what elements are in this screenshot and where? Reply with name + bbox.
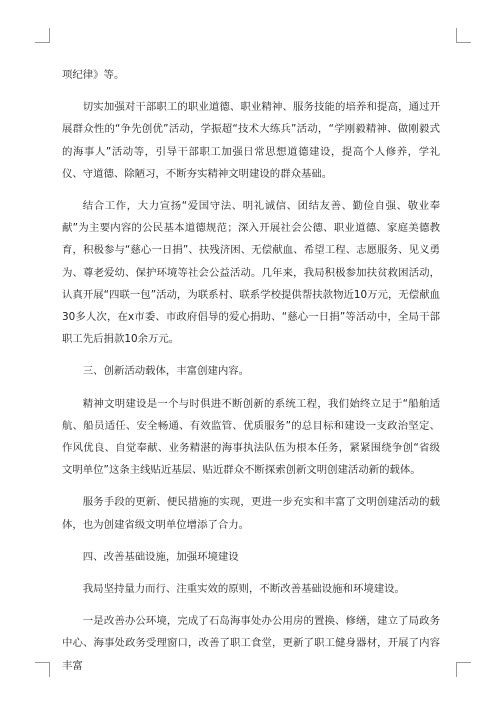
paragraph-continued: 项纪律》等。	[62, 69, 125, 81]
paragraph-public-morality: 结合工作，大力宣扬“爱国守法、明礼诚信、团结友善、勤俭自强、敬业奉献”为主要内容的公民基本道德规范；深入开展社会公德、职业道德、家庭美德教育，积极参与“慈心一日捐”、扶残济困、无偿献血、希望工程、志愿服务、见义勇为、尊老爱幼、保护环境等社会公益活动。几年来，我局积极参加扶贫救困活动，认真开展“四联一包”活动，为联系村、联系学校提供帮扶款物近10万元，无偿献血30多人次，在x市委、市政府倡导的爱心捐助、“慈心一日捐”等活动中，全局干部职工先后捐款10余万元。	[62, 200, 440, 346]
corner-crop-mark-top-left	[35, 28, 50, 43]
paragraph-office-environment: 一是改善办公环境，完成了石岛海事处办公用房的置换、修缮，建立了局政务中心、海事处政务受理窗口，改善了职工食堂，更新了职工健身器材，开展了内容丰富	[62, 615, 440, 672]
corner-crop-mark-top-right	[456, 28, 471, 43]
paragraph-professional-ethics: 切实加强对干部职工的职业道德、职业精神、服务技能的培养和提高，通过开展群众性的“争先创优”活动，学振超“技术大练兵”活动，“学刚毅精神、做刚毅式的海事人”活动等，引导干部职工加强日常思想道德建设，提高个人修养，学礼仪、守道德、除陋习，不断夯实精神文明建设的群众基础。	[62, 101, 440, 180]
section-heading-three: 三、创新活动载体，丰富创建内容。	[82, 365, 250, 378]
corner-crop-mark-bottom-right	[456, 662, 471, 677]
paragraph-service-means: 服务手段的更新、便民措施的实现，更进一步充实和丰富了文明创建活动的载体，也为创建省级文明单位增添了合力。	[62, 496, 440, 531]
paragraph-innovation: 精神文明建设是一个与时俱进不断创新的系统工程，我们始终立足于“船舶适航、船员适任、安全畅通、有效监管、优质服务”的总目标和建设一支政治坚定、作风优良、自觉奉献、业务精湛的海事执法队伍为根本任务，紧紧围绕争创“省级文明单位”这条主线贴近基层、贴近群众不断探索创新文明创建活动新的载体。	[62, 397, 440, 477]
document-body	[62, 64, 440, 677]
section-heading-four: 四、改善基础设施，加强环境建设	[82, 550, 239, 563]
corner-crop-mark-bottom-left	[35, 662, 50, 677]
paragraph-infrastructure: 我局坚持量力而行、注重实效的原则，不断改善基础设施和环境建设。	[82, 583, 405, 596]
